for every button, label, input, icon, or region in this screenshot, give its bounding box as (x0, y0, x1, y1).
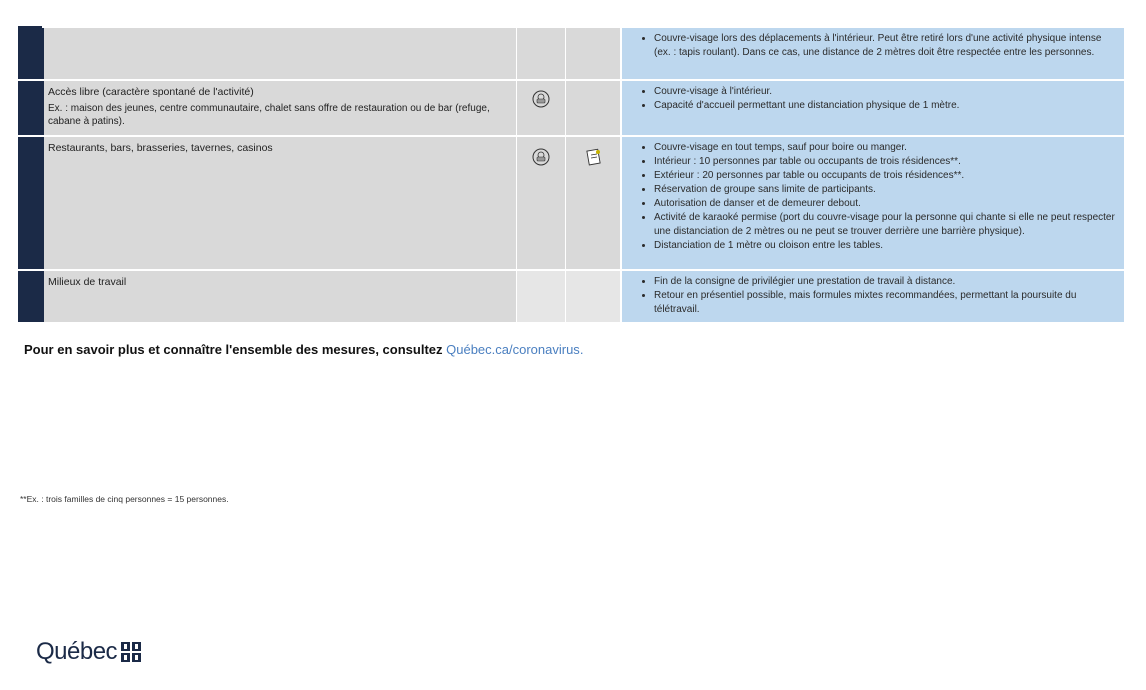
icon-cell-2 (566, 81, 620, 135)
row-marker (18, 28, 44, 79)
icon-cell-1 (517, 28, 565, 79)
icon-cell-2 (566, 28, 620, 79)
rule-item: • Intérieur : 10 personnes par table ou occupants de trois résidences**. (654, 155, 1118, 169)
rule-item: • Capacité d'accueil permettant une distanciation physique de 1 mètre. (654, 99, 1118, 113)
activity-title: Milieux de travail (48, 276, 127, 288)
rules-cell (622, 137, 1124, 269)
activity-cell (44, 271, 516, 322)
passport-document-icon (584, 147, 604, 167)
activity-title: Accès libre (caractère spontané de l'activité) (48, 86, 254, 98)
rule-item: • Réservation de groupe sans limite de participants. (654, 183, 1118, 197)
icon-cell-1 (517, 271, 565, 322)
rule-item: • Distanciation de 1 mètre ou cloison entre les tables. (654, 239, 1118, 253)
rule-item: • Couvre-visage à l'intérieur. (654, 85, 1118, 99)
logo-text: Québec (36, 638, 118, 665)
activity-title: Restaurants, bars, brasseries, tavernes, casinos (48, 142, 273, 154)
row-marker (18, 271, 44, 322)
table-row (18, 28, 1124, 79)
quebec-logo (36, 638, 141, 666)
rules-cell (622, 271, 1124, 322)
icon-cell-2 (566, 137, 620, 269)
footnote: **Ex. : trois familles de cinq personnes = 15 personnes. (20, 494, 229, 504)
row-marker (18, 81, 44, 135)
rule-item: • Extérieur : 20 personnes par table ou occupants de trois résidences**. (654, 169, 1118, 183)
rule-item: • Fin de la consigne de privilégier une prestation de travail à distance. (654, 275, 1118, 289)
fleur-de-lis-flag-icon (121, 642, 141, 662)
quebec-coronavirus-link[interactable]: Québec.ca/coronavirus (446, 342, 580, 357)
face-mask-icon (531, 89, 551, 109)
rule-item: • Couvre-visage lors des déplacements à l'intérieur. Peut être retiré lors d'une activité physique intense (ex. : tapis roulant). Dans ce cas, une distance de 2 mètres doit être respectée entre les personnes. (654, 32, 1118, 60)
more-info-text: Pour en savoir plus et connaître l'ensemble des mesures, consultez Québec.ca/coronavirus. (24, 342, 584, 357)
activity-cell (44, 81, 516, 135)
rule-item: • Activité de karaoké permise (port du couvre-visage pour la personne qui chante si elle ne peut respecter une distanciation de 2 mètres ou ne peut se trouver derrière une barrière physique). (654, 211, 1118, 239)
rules-cell (622, 28, 1124, 79)
table-row (18, 137, 1124, 269)
face-mask-icon (531, 147, 551, 167)
rule-item: • Couvre-visage en tout temps, sauf pour boire ou manger. (654, 141, 1118, 155)
table-row (18, 271, 1124, 322)
rules-cell (622, 81, 1124, 135)
icon-cell-1 (517, 81, 565, 135)
row-marker (18, 137, 44, 269)
activity-example: Ex. : maison des jeunes, centre communautaire, chalet sans offre de restauration ou de bar (refuge, cabane à patins). (48, 103, 490, 127)
icon-cell-1 (517, 137, 565, 269)
icon-cell-2 (566, 271, 620, 322)
table-row (18, 81, 1124, 135)
activity-cell (44, 28, 516, 79)
rule-item: • Autorisation de danser et de demeurer debout. (654, 197, 1118, 211)
activity-cell (44, 137, 516, 269)
rule-item: • Retour en présentiel possible, mais formules mixtes recommandées, permettant la poursuite du télétravail. (654, 289, 1118, 317)
